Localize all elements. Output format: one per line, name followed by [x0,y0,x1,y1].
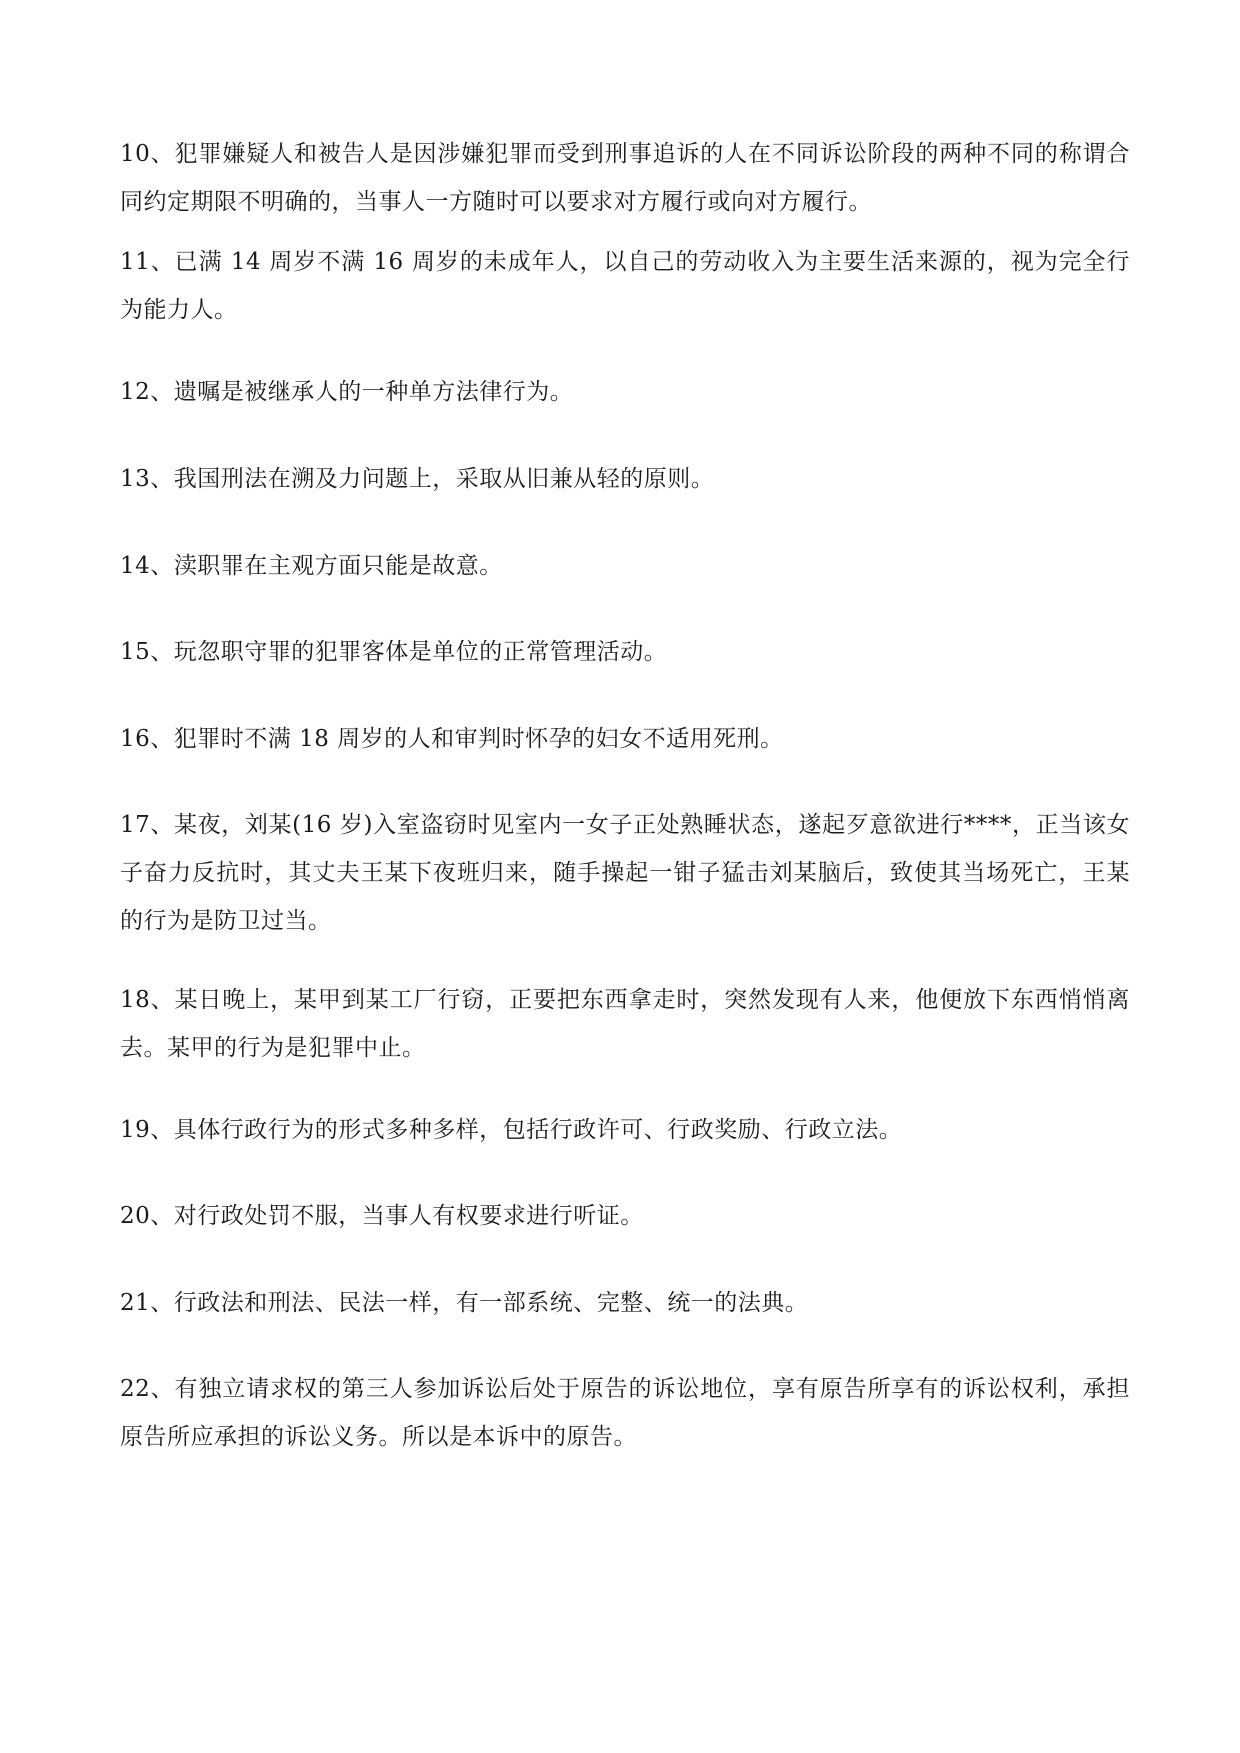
statement-13: 13、我国刑法在溯及力问题上，采取从旧兼从轻的原则。 [120,466,715,492]
statement-19: 19、具体行政行为的形式多种多样，包括行政许可、行政奖励、行政立法。 [120,1117,903,1143]
statement-18: 18、某日晚上，某甲到某工厂行窃，正要把东西拿走时，突然发现有人来，他便放下东西悄悄离去。某甲的行为是犯罪中止。 [120,987,1130,1061]
statement-10: 10、犯罪嫌疑人和被告人是因涉嫌犯罪而受到刑事追诉的人在不同诉讼阶段的两种不同的称谓合同约定期限不明确的，当事人一方随时可以要求对方履行或向对方履行。 [120,141,1130,215]
statement-17: 17、某夜，刘某(16 岁)入室盗窃时见室内一女子正处熟睡状态，遂起歹意欲进行****，正当该女子奋力反抗时，其丈夫王某下夜班归来，随手操起一钳子猛击刘某脑后，致使其当场死亡，王某的行为是防卫过当。 [120,812,1130,934]
statement-20: 20、对行政处罚不服，当事人有权要求进行听证。 [120,1203,644,1229]
statement-11: 11、已满 14 周岁不满 16 周岁的未成年人，以自己的劳动收入为主要生活来源的，视为完全行为能力人。 [120,249,1130,323]
statement-16: 16、犯罪时不满 18 周岁的人和审判时怀孕的妇女不适用死刑。 [120,726,784,752]
statement-12: 12、遗嘱是被继承人的一种单方法律行为。 [120,379,574,405]
statement-21: 21、行政法和刑法、民法一样，有一部系统、完整、统一的法典。 [120,1290,809,1316]
statement-22: 22、有独立请求权的第三人参加诉讼后处于原告的诉讼地位，享有原告所享有的诉讼权利，承担原告所应承担的诉讼义务。所以是本诉中的原告。 [120,1376,1130,1450]
statement-15: 15、玩忽职守罪的犯罪客体是单位的正常管理活动。 [120,639,668,665]
statement-14: 14、渎职罪在主观方面只能是故意。 [120,553,503,579]
